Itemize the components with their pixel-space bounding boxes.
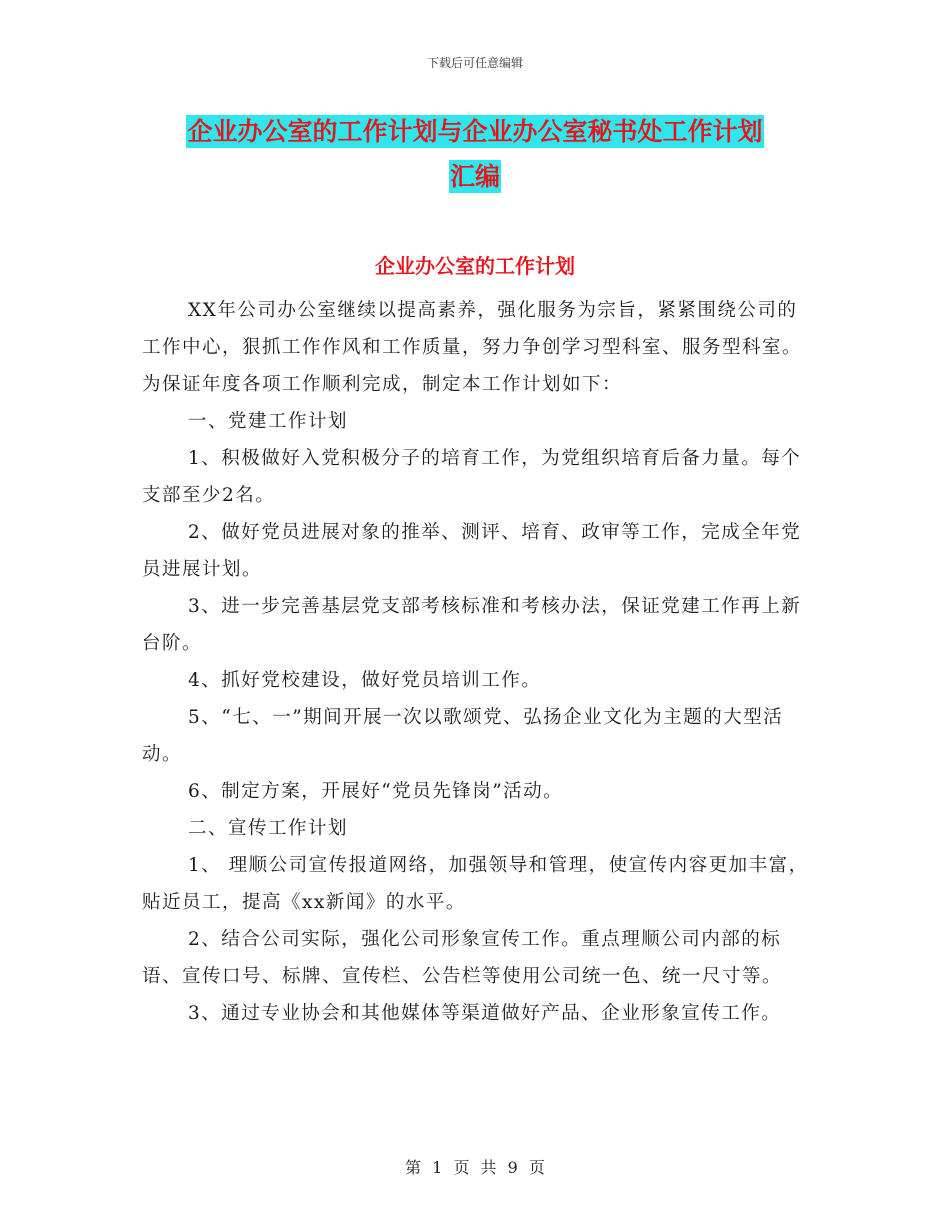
paragraph: 2、结合公司实际，强化公司形象宣传工作。重点理顺公司内部的标语、宣传口号、标牌、宣传栏、公告栏等使用公司统一色、统一尺寸等。 (142, 929, 783, 987)
document-title-text-2: 汇编 (449, 162, 500, 191)
paragraph: 一、党建工作计划 (188, 411, 349, 432)
paragraph: 4、抓好党校建设，做好党员培训工作。 (188, 670, 542, 691)
paragraph: 1、积极做好入党积极分子的培育工作，为党组织培育后备力量。每个支部至少2名。 (142, 448, 802, 506)
paragraph: 6、制定方案，开展好“党员先锋岗”活动。 (188, 781, 564, 802)
paragraph: 3、进一步完善基层党支部考核标准和考核办法，保证党建工作再上新台阶。 (142, 596, 802, 654)
document-title-line-1 (0, 112, 950, 148)
document-title-text-1: 企业办公室的工作计划与企业办公室秘书处工作计划 (187, 117, 763, 146)
page-footer: 第 1 页 共 9 页 (405, 1158, 545, 1177)
header-note: 下载后可任意编辑 (426, 56, 523, 70)
paragraph: 5、“七、一”期间开展一次以歌颂党、弘扬企业文化为主题的大型活动。 (142, 707, 784, 765)
paragraph: 3、通过专业协会和其他媒体等渠道做好产品、企业形象宣传工作。 (188, 1003, 782, 1024)
paragraph: 二、宣传工作计划 (188, 818, 349, 839)
section-title: 企业办公室的工作计划 (375, 254, 575, 278)
document-body (142, 292, 814, 1032)
paragraph: 1、 理顺公司宣传报道网络，加强领导和管理，使宣传内容更加丰富，贴近员工，提高《xx新闻》的水平。 (142, 855, 809, 913)
paragraph: 2、做好党员进展对象的推举、测评、培育、政审等工作，完成全年党员进展计划。 (142, 522, 802, 580)
document-title-line-2 (0, 157, 950, 193)
paragraph: XX年公司办公室继续以提高素养，强化服务为宗旨，紧紧围绕公司的工作中心，狠抓工作作风和工作质量，努力争创学习型科室、服务型科室。为保证年度各项工作顺利完成，制定本工作计划如下： (142, 300, 803, 395)
